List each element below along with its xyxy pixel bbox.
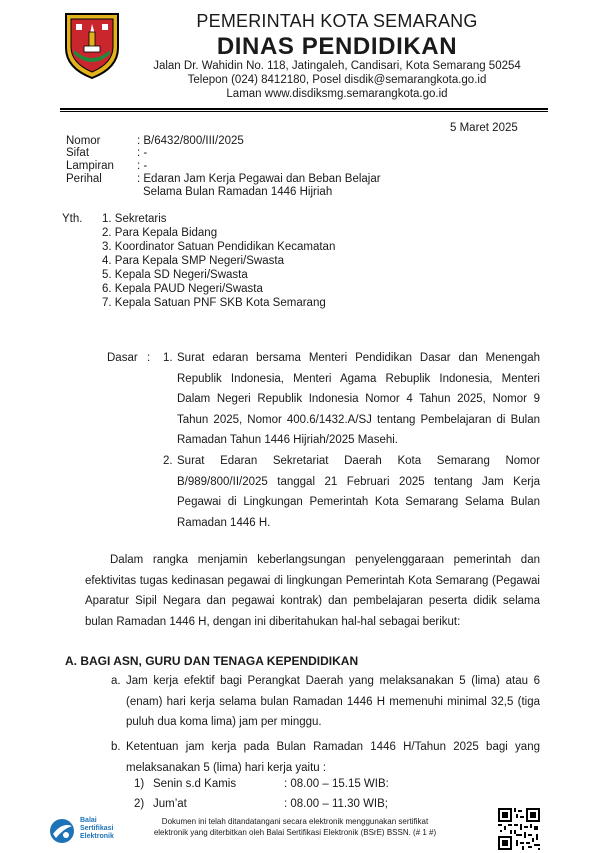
meta-value-subject: : Edaran Jam Kerja Pegawai dan Beban Belajar	[137, 173, 381, 185]
recipient-item: 2. Para Kepala Bidang	[102, 227, 218, 239]
meta-value-number: : B/6432/800/III/2025	[137, 135, 244, 147]
section-line: (enam) hari kerja selama bulan Ramadan 1446 H memenuhi minimal 32,5 (tiga	[126, 695, 540, 708]
e-signature-note-line: elektronik yang diterbitkan oleh Balai Sertifikasi Elektronik (BSrE) BSSN. (# 1 #)	[153, 828, 437, 837]
letterhead-agency: DINAS PENDIDIKAN	[216, 33, 458, 60]
basis-line: Ramadan Tahun 1446 Hijriah/2025 Masehi.	[177, 434, 398, 446]
recipient-item: 1. Sekretaris	[102, 213, 167, 225]
meta-value-nature: : -	[137, 147, 148, 159]
letterhead-divider-thin	[60, 111, 548, 112]
meta-label-number: Nomor	[66, 135, 101, 147]
basis-item-1	[177, 348, 540, 451]
basis-line: Pegawai di Lingkungan Pemerintah Kota Semarang Selama Bulan	[177, 496, 540, 508]
schedule-number: 1)	[134, 778, 145, 790]
letterhead-government: PEMERINTAH KOTA SEMARANG	[196, 11, 478, 31]
intro-paragraph	[85, 550, 540, 632]
basis-item-number: 2.	[163, 455, 173, 467]
intro-line: Aparatur Sipil Negara dan pegawai kontrak) dan pembelajaran peserta didik selama	[85, 595, 540, 607]
recipient-item: 4. Para Kepala SMP Negeri/Swasta	[102, 255, 284, 267]
bsre-emblem-icon	[48, 817, 76, 845]
section-a-item-b	[126, 737, 540, 778]
basis-line: Republik Indonesia, Menteri Agama Rebuplik Indonesia, Menteri	[177, 372, 540, 385]
section-item-number: a.	[111, 675, 121, 687]
intro-line: Dalam rangka menjamin keberlangsungan penyelenggaraan pemerintah dan	[110, 554, 540, 566]
letter-date: 5 Maret 2025	[450, 122, 518, 134]
city-emblem-logo	[62, 10, 122, 80]
section-line: Ketentuan jam kerja pada Bulan Ramadan 1446 H/Tahun 2025 bagi yang	[126, 741, 540, 753]
section-a-item-a	[126, 671, 540, 733]
e-signature-note	[150, 816, 440, 838]
section-a-heading: A. BAGI ASN, GURU DAN TENAGA KEPENDIDIKAN	[65, 654, 359, 668]
schedule-time: : 08.00 – 15.15 WIB:	[284, 778, 389, 790]
intro-line: bulan Ramadan 1446 H, dengan ini diberitahukan hal-hal sebagai berikut:	[85, 615, 461, 628]
basis-colon: :	[147, 352, 151, 364]
qr-code	[498, 808, 540, 850]
meta-label-nature: Sifat	[66, 147, 90, 159]
intro-line: efektivitas tugas kedinasan pegawai di lingkungan Pemerintah Kota Semarang (Pegawai	[85, 574, 540, 587]
basis-item-2	[177, 451, 540, 533]
basis-line: Dalam Negeri Republik Indonesia Nomor 4 Tahun 2025, Nomor 9	[177, 393, 540, 405]
letterhead-contact: Telepon (024) 8412180, Posel disdik@semarangkota.go.id	[187, 74, 487, 86]
e-signature-note-line: Dokumen ini telah ditandatangani secara elektronik menggunakan sertifikat	[161, 817, 429, 826]
letterhead-divider	[60, 108, 548, 110]
schedule-day: Senin s.d Kamis	[153, 778, 237, 790]
bsre-logo	[48, 815, 128, 845]
basis-line: B/989/800/II/2025 tanggal 21 Februari 2025 tentang Jam Kerja	[177, 475, 540, 488]
meta-value-subject-line2: Selama Bulan Ramadan 1446 Hijriah	[143, 186, 333, 198]
basis-line: Ramadan 1446 H.	[177, 516, 271, 529]
schedule-number: 2)	[134, 798, 145, 810]
schedule-time: : 08.00 – 11.30 WIB;	[284, 798, 388, 810]
basis-line: Tahun 2025, Nomor 400.6/1432.A/SJ tentang Pembelajaran di Bulan	[177, 413, 540, 426]
basis-line: Surat Edaran Sekretariat Daerah Kota Semarang Nomor	[177, 455, 540, 467]
bsre-text: Balai	[80, 817, 97, 824]
bsre-text: Sertifikasi	[80, 825, 114, 832]
section-line: puluh dua koma lima) jam per minggu.	[126, 716, 322, 728]
recipient-item: 6. Kepala PAUD Negeri/Swasta	[102, 283, 263, 295]
section-item-number: b.	[111, 741, 121, 753]
meta-label-attachment: Lampiran	[66, 160, 114, 172]
meta-value-attachment: : -	[137, 160, 148, 172]
letterhead-website: Laman www.disdiksmg.semarangkota.go.id	[226, 88, 448, 100]
bsre-text: Elektronik	[80, 833, 114, 840]
letterhead-address: Jalan Dr. Wahidin No. 118, Jatingaleh, Candisari, Kota Semarang 50254	[153, 60, 521, 72]
recipient-item: 7. Kepala Satuan PNF SKB Kota Semarang	[102, 297, 326, 309]
recipient-item: 5. Kepala SD Negeri/Swasta	[102, 269, 248, 281]
recipients-label: Yth.	[62, 213, 83, 225]
schedule-day: Jum’at	[153, 798, 187, 810]
section-line: melaksanakan 5 (lima) hari kerja yaitu :	[126, 761, 327, 774]
meta-label-subject: Perihal	[66, 173, 102, 185]
basis-item-number: 1.	[163, 352, 173, 364]
section-line: Jam kerja efektif bagi Perangkat Daerah yang melaksanakan 5 (lima) atau 6	[126, 675, 540, 687]
recipient-item: 3. Koordinator Satuan Pendidikan Kecamatan	[102, 241, 336, 253]
basis-line: Surat edaran bersama Menteri Pendidikan Dasar dan Menengah	[177, 352, 540, 364]
basis-label: Dasar	[107, 352, 138, 364]
